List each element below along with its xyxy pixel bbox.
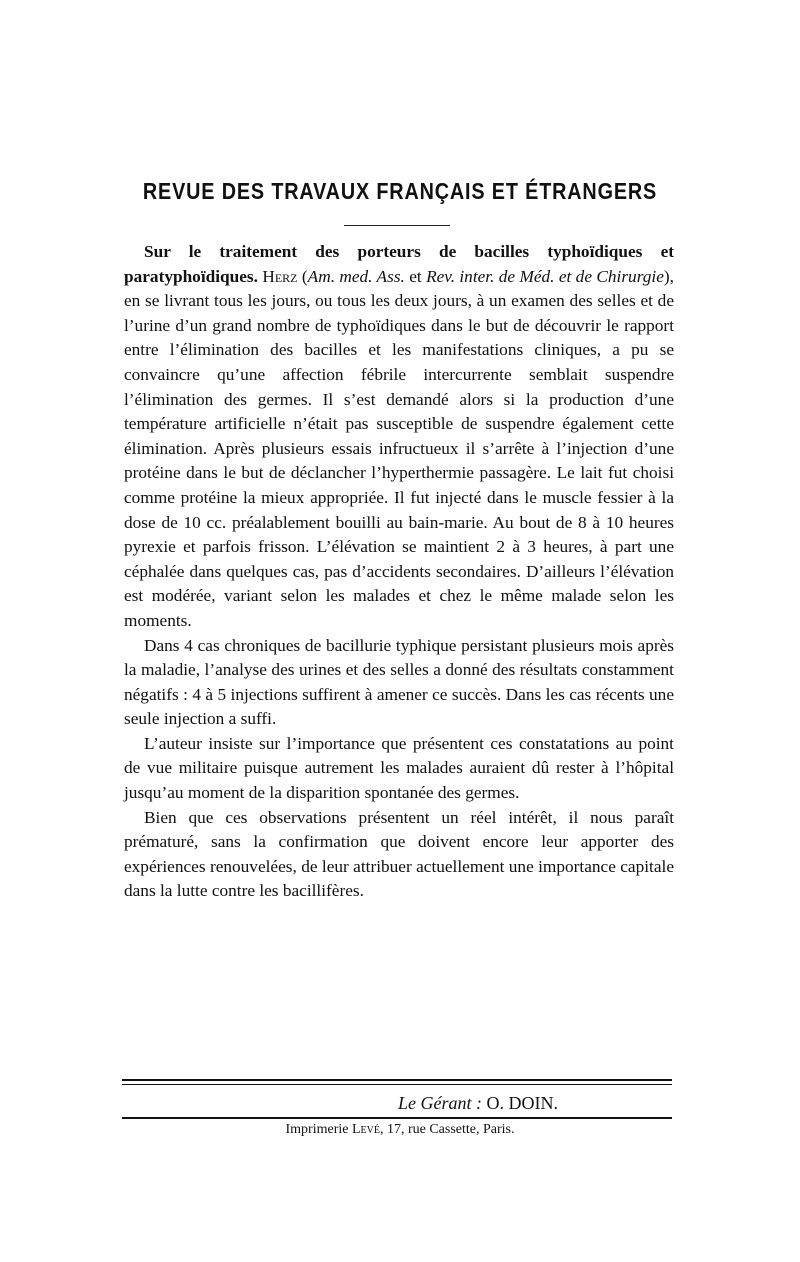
page-title: REVUE DES TRAVAUX FRANÇAIS ET ÉTRANGERS: [142, 178, 658, 204]
paragraph-3: L’auteur insiste sur l’importance que présentent ces constatations au point de vue militaire puisque autrement les malades auraient dû rester à l’hôpital jusqu’au moment de la disparition spontanée des germes.: [124, 733, 674, 803]
paragraph-4: Bien que ces observations présentent un réel intérêt, il nous paraît prématuré, sans la confirmation que doivent encore leur apporter des expériences renouvelées, de leur attribuer actuellement une importance capitale dans la lutte contre les bacillifères.: [124, 807, 674, 901]
journal-1: Am. med. Ass.: [307, 266, 405, 286]
paragraph-1-text: , en se livrant tous les jours, ou tous les deux jours, à un examen des selles et de l’urine d’un grand nombre de typhoïdiques dans le but de découvrir le rapport entre l’élimination des bacilles et les manifestations cliniques, a pu se convaincre qu’une affection fébrile intercurrente semblait suspendre l’élimination des germes. Il s’est demandé alors si la production d’une température artificielle n’était pas susceptible de suspendre également cette élimination. Après plusieurs essais infructueux il s’arrête à l’injection d’une protéine dans le but de déclancher l’hyperthermie passagère. Le lait fut choisi comme protéine la mieux appropriée. Il fut injecté dans le muscle fessier à la dose de 10 cc. préalablement bouilli au bain-marie. Au bout de 8 à 10 heures pyrexie et parfois frisson. L’élévation se maintient 2 à 3 heures, à part une céphalée dans quelques cas, pas d’accidents secondaires. D’ailleurs l’élévation est modérée, variant selon les malades et chez le même malade selon les moments.: [124, 266, 674, 630]
imprint-address: , 17, rue Cassette, Paris.: [379, 1122, 515, 1137]
printer-name: Levé: [351, 1122, 380, 1137]
journal-2: Rev. inter. de Méd. et de Chirurgie: [426, 266, 664, 286]
signature-line: [398, 1093, 678, 1114]
citation-open: (: [301, 266, 308, 286]
footer-rule: [122, 1117, 672, 1119]
footer-double-rule: [122, 1079, 672, 1085]
imprint-line: [0, 1122, 800, 1138]
paragraph-2: Dans 4 cas chroniques de bacillurie typhique persistant plusieurs mois après la maladie, l’analyse des urines et des selles a donné des résultats constamment négatifs : 4 à 5 injections suffirent à amener ce succès. Dans les cas récents une seule injection a suffi.: [124, 635, 674, 729]
article-author: Herz: [262, 266, 298, 286]
article-title: Sur le traitement des porteurs de bacilles typhoïdiques et paratyphoïdiques.: [124, 242, 674, 286]
citation-close: ): [663, 266, 670, 286]
gerant-name: O. DOIN.: [486, 1093, 558, 1113]
imprint-prefix: Imprimerie: [285, 1122, 352, 1137]
header-divider: [344, 225, 450, 226]
article-body: [124, 240, 674, 904]
gerant-label: Le Gérant :: [398, 1093, 482, 1113]
paragraph-1: [124, 240, 674, 634]
citation-conj: et: [404, 266, 427, 286]
